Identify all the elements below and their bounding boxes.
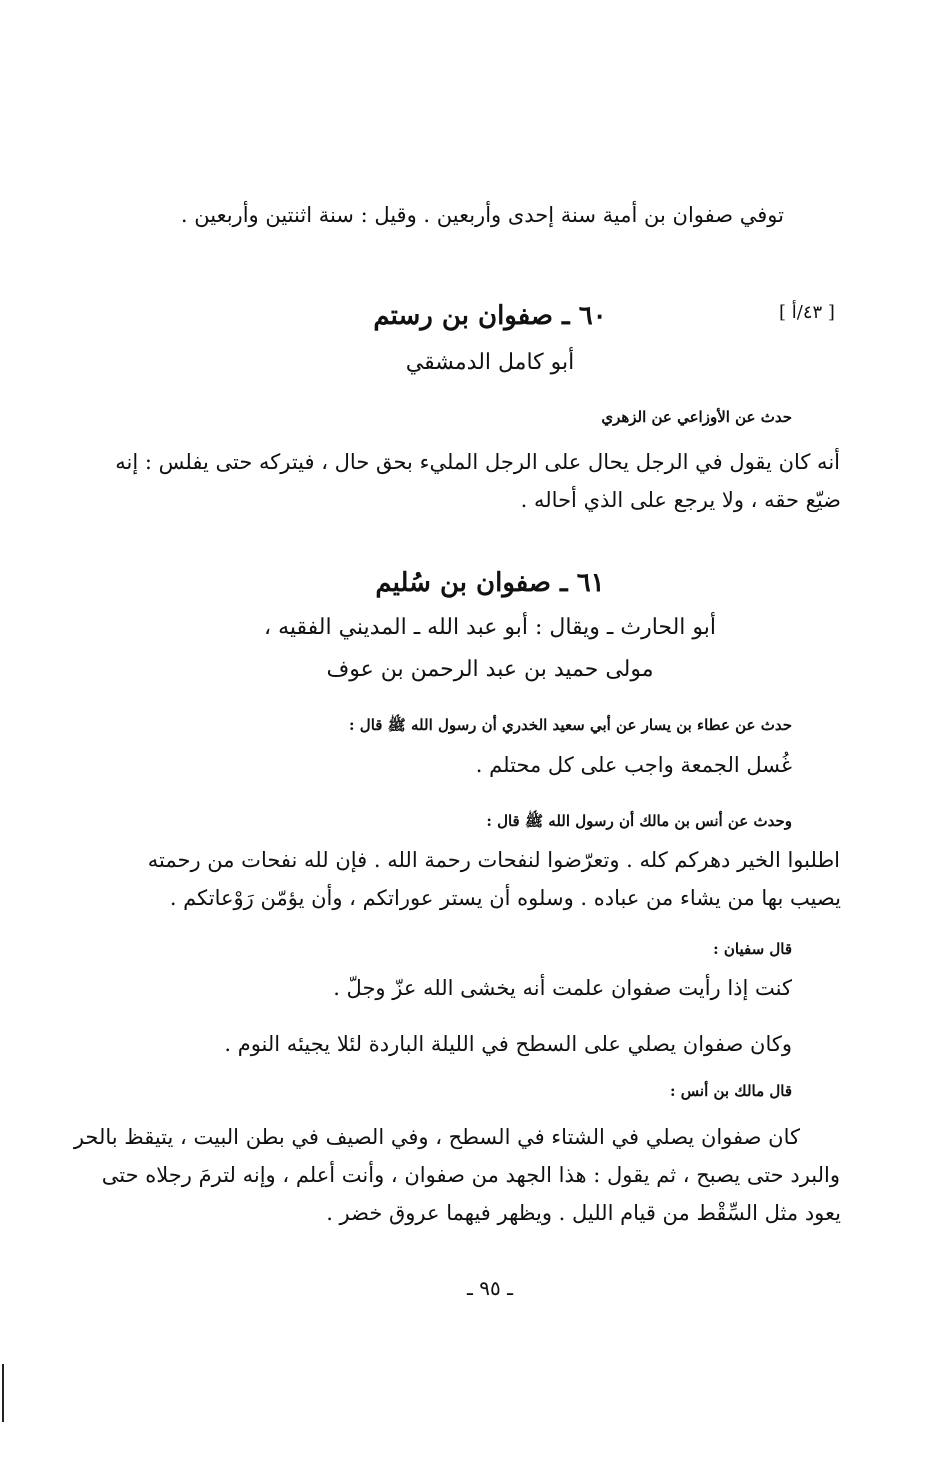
entry-60-text-line-1: أنه كان يقول في الرجل يحال على الرجل المليء بحق حال ، فيتركه حتى يفلس : إنه: [115, 450, 840, 474]
entry-61-heading: ٦١ ـ صفوان بن سُليم: [375, 568, 605, 598]
entry-60-kunya: أبو كامل الدمشقي: [405, 350, 575, 375]
intro-line: توفي صفوان بن أمية سنة إحدى وأربعين . وقيل : سنة اثنتين وأربعين .: [180, 203, 784, 227]
page-number: ـ ٩٥ ـ: [467, 1276, 513, 1300]
entry-61-quote-3-line-3: يعود مثل السِّقْط من قيام الليل . ويظهر فيهما عروق خضر .: [326, 1201, 841, 1225]
entry-61-quote-2: وكان صفوان يصلي على السطح في الليلة الباردة لئلا يجيئه النوم .: [224, 1032, 792, 1056]
entry-60-isnad: حدث عن الأوزاعي عن الزهري: [601, 408, 792, 426]
entry-61-quote-3-line-1: كان صفوان يصلي في الشتاء في السطح ، وفي الصيف في بطن البيت ، يتيقظ بالحر: [73, 1125, 800, 1149]
entry-61-hadith-1: غُسل الجمعة واجب على كل محتلم .: [475, 753, 792, 777]
entry-61-quote-1: كنت إذا رأيت صفوان علمت أنه يخشى الله عزّ وجلّ .: [333, 976, 792, 1000]
entry-61-kunya-line-2: مولى حميد بن عبد الرحمن بن عوف: [326, 657, 654, 682]
entry-61-speaker-1: قال سفيان :: [713, 940, 792, 958]
entry-60-heading: ٦٠ ـ صفوان بن رستم: [373, 301, 607, 331]
folio-reference: [ ٤٣/أ ]: [779, 302, 835, 323]
entry-61-kunya-line-1: أبو الحارث ـ ويقال : أبو عبد الله ـ المديني الفقيه ،: [263, 615, 717, 640]
entry-60-text-line-2: ضيّع حقه ، ولا يرجع على الذي أحاله .: [520, 488, 841, 512]
entry-61-hadith-2-line-2: يصيب بها من يشاء من عباده . وسلوه أن يستر عوراتكم ، وأن يؤمّن رَوْعاتكم .: [169, 886, 841, 910]
entry-61-quote-3-line-2: والبرد حتى يصبح ، ثم يقول : هذا الجهد من صفوان ، وأنت أعلم ، وإنه لترمَ رجلاه حتى: [101, 1163, 840, 1187]
entry-61-speaker-2: قال مالك بن أنس :: [670, 1082, 792, 1100]
entry-61-hadith-2-line-1: اطلبوا الخير دهركم كله . وتعرّضوا لنفحات رحمة الله . فإن لله نفحات من رحمته: [147, 848, 840, 872]
entry-61-isnad-2: وحدث عن أنس بن مالك أن رسول الله ﷺ قال :: [486, 812, 792, 830]
scan-edge-mark: [2, 1364, 4, 1422]
entry-61-isnad-1: حدث عن عطاء بن يسار عن أبي سعيد الخدري أن رسول الله ﷺ قال :: [349, 716, 792, 734]
